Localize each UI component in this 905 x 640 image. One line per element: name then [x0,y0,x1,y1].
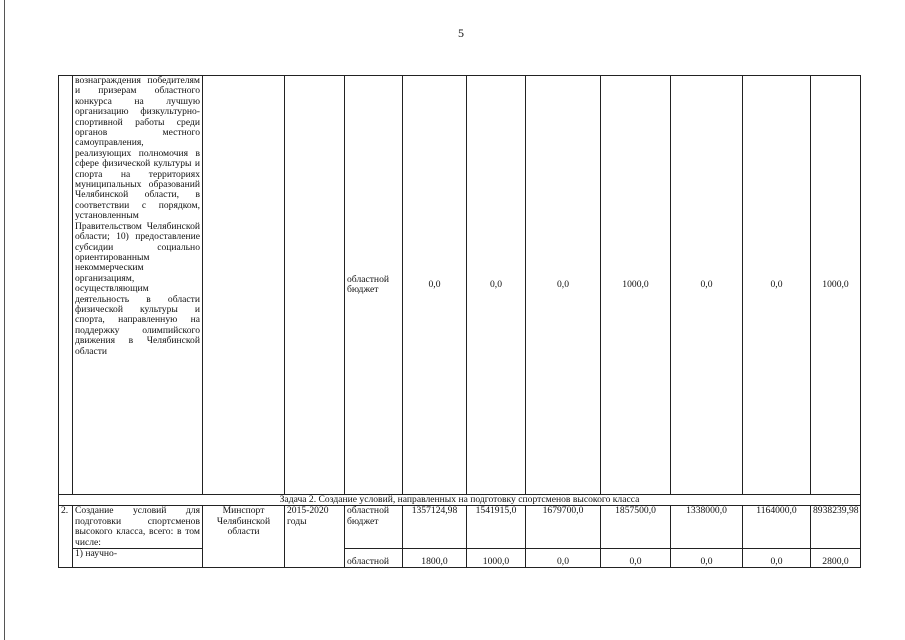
measure-description-cell: Создание условий для подготовки спортсменов высокого класса, всего: в том числе: [73,506,203,549]
value-cell-total: 1000,0 [811,76,861,495]
value-cell-2019: 0,0 [671,76,743,495]
page-number: 5 [458,26,464,40]
table-row-2 [59,506,861,549]
funding-source-cell: областной бюджет [345,76,403,495]
left-margin-rule [4,0,5,640]
row-index-cell [59,76,73,495]
value-cell-2019: 0,0 [671,549,743,568]
value-cell-2018: 1857500,0 [601,506,671,549]
value-cell-2016: 1000,0 [467,549,526,568]
value-cell-2018: 0,0 [601,549,671,568]
value-cell-2017: 0,0 [526,76,601,495]
value-cell-2017: 1679700,0 [526,506,601,549]
table-row-previous-measure [59,76,861,495]
value-cell-2016: 1541915,0 [467,506,526,549]
value-cell-2015: 0,0 [403,76,467,495]
value-cell-total: 2800,0 [811,549,861,568]
value-cell-2020: 0,0 [743,76,811,495]
table-row-2-1 [59,549,861,568]
period-cell [285,76,345,495]
value-cell-2020: 0,0 [743,549,811,568]
value-cell-2016: 0,0 [467,76,526,495]
measure-description-cell: 1) научно- [73,549,203,568]
program-table [58,75,861,568]
funding-source-cell: областной [345,549,403,568]
value-cell-2020: 1164000,0 [743,506,811,549]
task-2-header: Задача 2. Создание условий, направленных на подготовку спортсменов высокого класса [59,495,861,506]
value-cell-2019: 1338000,0 [671,506,743,549]
executor-cell [203,76,285,495]
row-index-cell: 2. [59,506,73,568]
executor-cell: Минспорт Челябинской области [203,506,285,568]
measure-description-cell: вознаграждения победителям и призерам областного конкурса на лучшую организацию физкультурно-спортивной работы среди органов местного самоуправления, реализующих полномочия в сфере физической культуры и спорта на территориях муниципальных образований Челябинской области, в соответствии с порядком, установленным Правительством Челябинской области; 10) предоставление субсидии социально ориентированным некоммерческим организациям, осуществляющим деятельность в области физической культуры и спорта, направленную на поддержку олимпийского движения в Челябинской области [73,76,203,495]
value-cell-2017: 0,0 [526,549,601,568]
value-cell-2015: 1357124,98 [403,506,467,549]
value-cell-total: 8938239,98 [811,506,861,549]
period-cell: 2015-2020 годы [285,506,345,568]
task-2-header-row [59,495,861,506]
funding-source-cell: областной бюджет [345,506,403,549]
value-cell-2015: 1800,0 [403,549,467,568]
value-cell-2018: 1000,0 [601,76,671,495]
